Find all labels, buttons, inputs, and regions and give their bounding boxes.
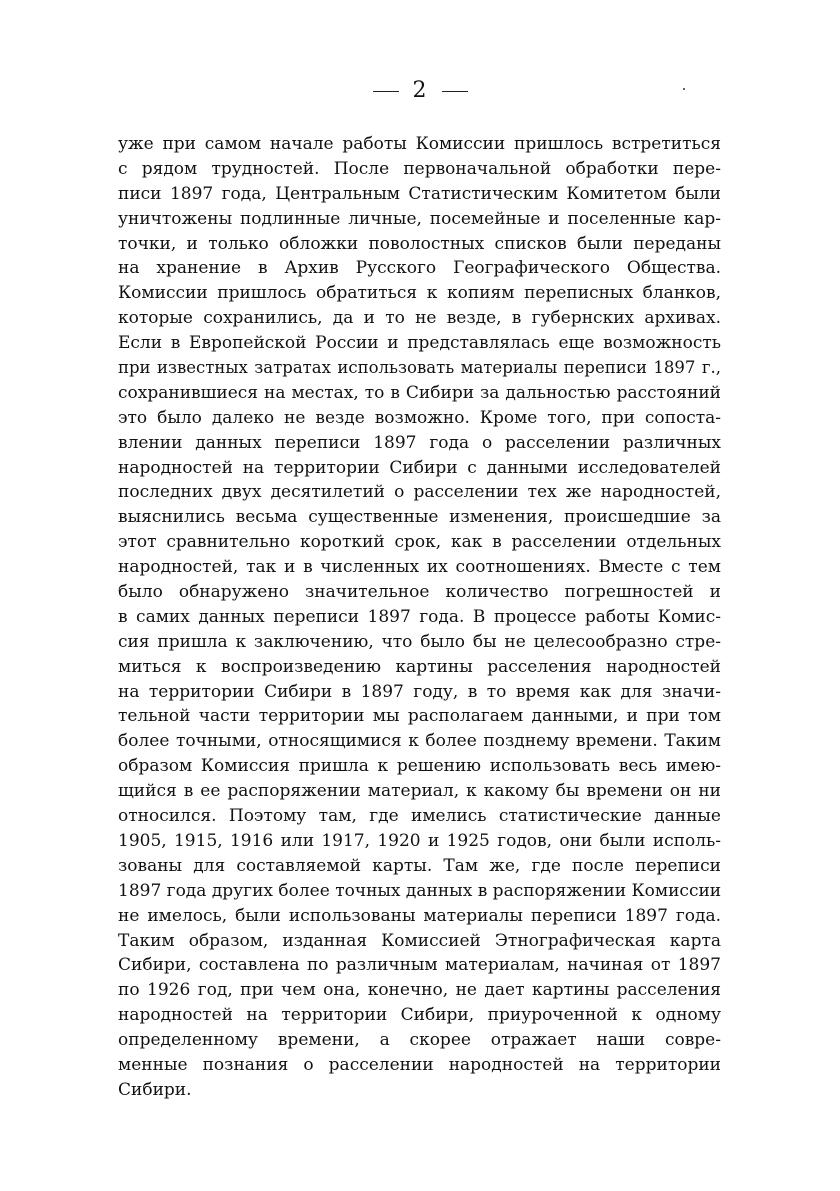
text-line: Комиссии пришлось обратиться к копиям переписных бланков, (118, 283, 721, 304)
text-line: при известных затратах использовать материалы переписи 1897 г., (118, 358, 721, 378)
print-speck (683, 88, 685, 90)
text-line: этот сравнительно короткий срок, как в расселении отдельных (118, 532, 721, 553)
text-line: точки, и только обложки поволостных списков были переданы (118, 233, 721, 254)
text-line: народностей на территории Сибири, приуроченной к одному (118, 1005, 721, 1026)
text-line: в самих данных переписи 1897 года. В процессе работы Комис- (118, 606, 721, 627)
left-dash (373, 91, 399, 92)
page-number: 2 (412, 78, 428, 103)
text-line: образом Комиссия пришла к решению использовать весь имею- (118, 756, 721, 777)
text-line: щийся в ее распоряжении материал, к какому бы времени он ни (118, 781, 721, 802)
text-line: влении данных переписи 1897 года о расселении различных (118, 432, 721, 453)
text-line: относился. Поэтому там, где имелись статистические данные (118, 806, 721, 827)
text-line: сохранившиеся на местах, то в Сибири за дальностью расстояний (118, 382, 721, 403)
text-line: тельной части территории мы располагаем данными, и при том (118, 706, 721, 727)
right-dash (442, 91, 468, 92)
text-line: народностей, так и в численных их соотношениях. Вместе с тем (118, 557, 721, 578)
text-line: на территории Сибири в 1897 году, в то время как для значи- (118, 681, 721, 702)
text-line: последних двух десятилетий о расселении тех же народностей, (118, 482, 721, 503)
text-line: Сибири. (118, 1079, 192, 1100)
text-line: более точными, относящимися к более позднему времени. Таким (118, 731, 721, 752)
text-line: писи 1897 года, Центральным Статистическим Комитетом были (118, 183, 721, 204)
text-line: по 1926 год, при чем она, конечно, не дает картины расселения (118, 980, 721, 1001)
text-line: которые сохранились, да и то не везде, в губернских архивах. (118, 308, 721, 329)
text-line: зованы для составляемой карты. Там же, где после переписи (118, 855, 721, 876)
text-line: миться к воспроизведению картины расселения народностей (118, 656, 721, 677)
text-line: это было далеко не везде возможно. Кроме того, при сопоста- (118, 407, 721, 428)
text-line: выяснились весьма существенные изменения, происшедшие за (118, 507, 721, 528)
text-line: на хранение в Архив Русского Географического Общества. (118, 258, 721, 279)
text-line: народностей на территории Сибири с данными исследователей (118, 457, 721, 478)
text-line: менные познания о расселении народностей на территории (118, 1054, 721, 1075)
text-line: сия пришла к заключению, что было бы не целесообразно стре- (118, 631, 721, 652)
text-line: Если в Европейской России и представлялась еще возможность (118, 333, 721, 354)
text-line: было обнаружено значительное количество погрешностей и (118, 582, 721, 603)
body-paragraph (118, 132, 721, 1103)
text-line: определенному времени, а скорее отражает наши совре- (118, 1030, 721, 1051)
text-line: Сибири, составлена по различным материалам, начиная от 1897 (118, 955, 721, 976)
text-line: не имелось, были использованы материалы переписи 1897 года. (118, 905, 721, 926)
text-line: 1897 года других более точных данных в распоряжении Комиссии (118, 880, 721, 901)
text-line: с рядом трудностей. После первоначальной обработки пере- (118, 158, 721, 179)
text-line: 1905, 1915, 1916 или 1917, 1920 и 1925 годов, они были исполь- (118, 830, 721, 851)
text-line: уничтожены подлинные личные, посемейные и поселенные кар- (118, 208, 721, 229)
page-number-header (0, 78, 840, 103)
text-line: Таким образом, изданная Комиссией Этнографическая карта (118, 930, 721, 951)
text-line: уже при самом начале работы Комиссии пришлось встретиться (118, 134, 721, 154)
